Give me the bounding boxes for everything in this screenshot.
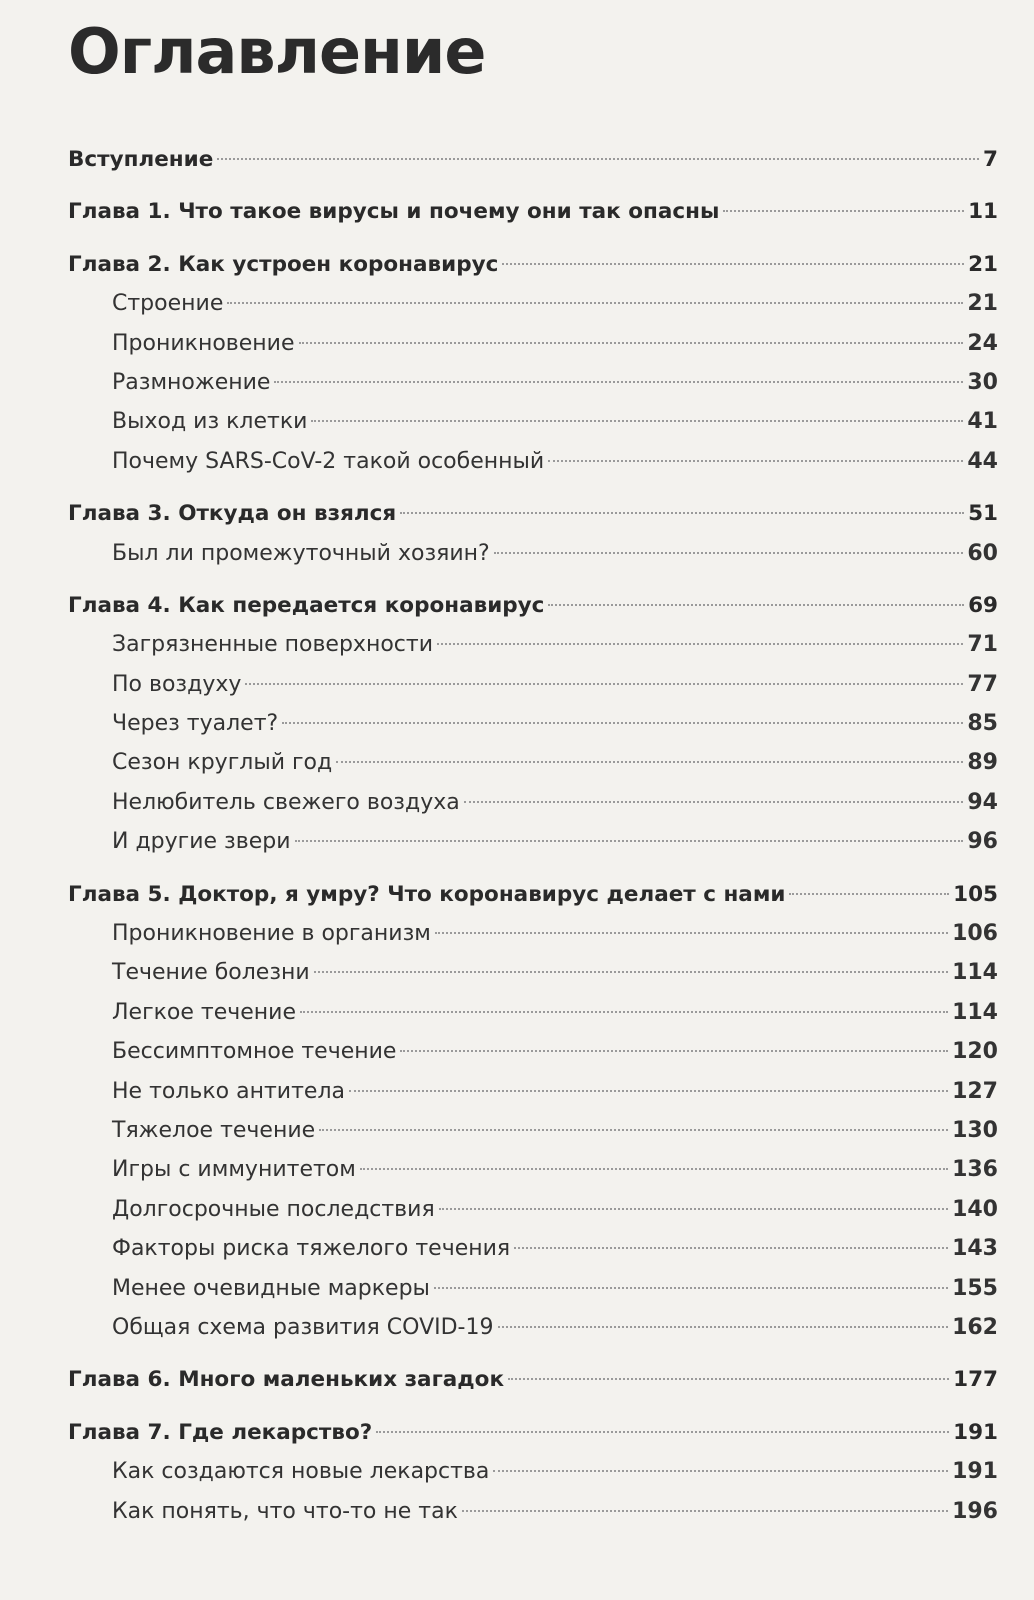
entry-name: Выход из клетки bbox=[112, 409, 308, 435]
page-number: 69 bbox=[968, 592, 998, 618]
entry-name: Загрязненные поверхности bbox=[112, 632, 434, 658]
toc-entry-title bbox=[68, 140, 213, 179]
page-number: 44 bbox=[967, 448, 998, 474]
toc-entry-title bbox=[68, 245, 498, 284]
entry-name: Размножение bbox=[112, 369, 271, 395]
entry-name: Доктор, я умру? Что коронавирус делает с нами bbox=[178, 881, 786, 907]
toc-entry-title bbox=[112, 1229, 510, 1268]
dot-leader bbox=[434, 1287, 948, 1289]
dot-leader bbox=[548, 604, 964, 606]
toc-entry-title bbox=[112, 284, 223, 323]
toc-chapter-entry[interactable] bbox=[68, 875, 998, 914]
toc-chapter-entry[interactable] bbox=[68, 1413, 998, 1452]
dot-leader bbox=[439, 1208, 948, 1210]
dot-leader bbox=[514, 1247, 948, 1249]
dot-leader bbox=[311, 420, 963, 422]
toc-section-entry[interactable] bbox=[68, 1452, 998, 1491]
entry-name: Строение bbox=[112, 291, 224, 317]
entry-name: Долгосрочные последствия bbox=[112, 1196, 435, 1222]
page-number: 114 bbox=[952, 960, 998, 986]
toc-section-entry[interactable] bbox=[68, 324, 998, 363]
toc-section-entry[interactable] bbox=[68, 993, 998, 1032]
toc-list bbox=[68, 140, 998, 1531]
page-number: 7 bbox=[983, 147, 998, 172]
dot-leader bbox=[282, 722, 963, 724]
toc-entry-title bbox=[68, 1413, 372, 1452]
dot-leader bbox=[498, 1326, 949, 1328]
entry-name: Общая схема развития COVID-19 bbox=[112, 1314, 494, 1340]
entry-name: Проникновение bbox=[112, 330, 295, 356]
page-number: 162 bbox=[952, 1314, 998, 1340]
toc-entry-title bbox=[112, 1150, 356, 1189]
page-number: 106 bbox=[952, 921, 998, 947]
page-number: 11 bbox=[968, 199, 998, 225]
toc-entry-title bbox=[112, 1269, 430, 1308]
toc-entry-title bbox=[68, 1360, 504, 1399]
toc-section-entry[interactable] bbox=[68, 953, 998, 992]
entry-name: Почему SARS-CoV-2 такой особенный bbox=[112, 448, 545, 474]
toc-entry-title bbox=[112, 402, 307, 441]
entry-name: Сезон круглый год bbox=[112, 750, 333, 776]
page-number: 41 bbox=[967, 409, 998, 435]
entry-name: По воздуху bbox=[112, 671, 242, 697]
page-number: 30 bbox=[967, 369, 998, 395]
entry-name: И другие звери bbox=[112, 829, 291, 855]
toc-entry-title bbox=[112, 1452, 489, 1491]
toc-entry-title bbox=[112, 743, 332, 782]
toc-entry-title bbox=[112, 363, 270, 402]
entry-name: Был ли промежуточный хозяин? bbox=[112, 540, 490, 566]
toc-section-entry[interactable] bbox=[68, 1308, 998, 1347]
toc-chapter-entry[interactable] bbox=[68, 494, 998, 533]
toc-entry-title bbox=[112, 1032, 396, 1071]
dot-leader bbox=[300, 1011, 948, 1013]
page-number: 71 bbox=[967, 632, 998, 658]
page-number: 136 bbox=[952, 1157, 998, 1183]
toc-section-entry[interactable] bbox=[68, 704, 998, 743]
page-number: 191 bbox=[952, 1459, 998, 1485]
toc-section-entry[interactable] bbox=[68, 1229, 998, 1268]
dot-leader bbox=[349, 1090, 948, 1092]
toc-entry-title bbox=[112, 442, 544, 481]
toc-chapter-entry[interactable] bbox=[68, 245, 998, 284]
chapter-number: Глава 6. bbox=[68, 1367, 171, 1393]
toc-entry-title bbox=[112, 1072, 345, 1111]
dot-leader bbox=[508, 1378, 949, 1380]
page-number: 94 bbox=[967, 789, 998, 815]
entry-name: Откуда он взялся bbox=[178, 501, 397, 527]
toc-section-entry[interactable] bbox=[68, 402, 998, 441]
chapter-number: Глава 2. bbox=[68, 251, 171, 277]
entry-name: Через туалет? bbox=[112, 711, 279, 737]
chapter-number: Глава 7. bbox=[68, 1419, 171, 1445]
dot-leader bbox=[295, 840, 964, 842]
toc-entry-title bbox=[112, 625, 433, 664]
page-number: 155 bbox=[952, 1275, 998, 1301]
toc-entry-title bbox=[68, 586, 544, 625]
toc-entry-title bbox=[112, 783, 460, 822]
dot-leader bbox=[314, 971, 948, 973]
toc-entry-title bbox=[112, 665, 241, 704]
toc-section-entry[interactable] bbox=[68, 1150, 998, 1189]
entry-name: Проникновение в организм bbox=[112, 921, 431, 947]
dot-leader bbox=[336, 761, 963, 763]
entry-name: Как понять, что что-то не так bbox=[112, 1498, 458, 1524]
chapter-number: Глава 3. bbox=[68, 501, 171, 527]
dot-leader bbox=[360, 1168, 948, 1170]
page-number: 130 bbox=[952, 1117, 998, 1143]
toc-entry-title bbox=[112, 953, 310, 992]
entry-name: Как создаются новые лекарства bbox=[112, 1459, 490, 1485]
toc-section-entry[interactable] bbox=[68, 625, 998, 664]
toc-chapter-entry[interactable] bbox=[68, 140, 998, 179]
dot-leader bbox=[437, 643, 963, 645]
dot-leader bbox=[464, 801, 964, 803]
toc-section-entry[interactable] bbox=[68, 783, 998, 822]
toc-section-entry[interactable] bbox=[68, 1190, 998, 1229]
page-number: 140 bbox=[952, 1196, 998, 1222]
page-number: 51 bbox=[968, 501, 998, 527]
toc-section-entry[interactable] bbox=[68, 1111, 998, 1150]
toc-section-entry[interactable] bbox=[68, 442, 998, 481]
page-number: 21 bbox=[967, 291, 998, 317]
dot-leader bbox=[319, 1129, 948, 1131]
dot-leader bbox=[245, 683, 963, 685]
dot-leader bbox=[217, 158, 979, 160]
entry-name: Факторы риска тяжелого течения bbox=[112, 1236, 511, 1262]
toc-section-entry[interactable] bbox=[68, 1269, 998, 1308]
entry-name: Как передается коронавирус bbox=[178, 592, 545, 618]
entry-name: Много маленьких загадок bbox=[178, 1367, 505, 1393]
toc-section-entry[interactable] bbox=[68, 914, 998, 953]
page-number: 21 bbox=[968, 251, 998, 277]
toc-entry-title bbox=[68, 192, 719, 231]
entry-name: Как устроен коронавирус bbox=[178, 251, 499, 277]
dot-leader bbox=[462, 1510, 948, 1512]
dot-leader bbox=[274, 381, 963, 383]
toc-entry-title bbox=[112, 1308, 494, 1347]
toc-entry-title bbox=[68, 494, 396, 533]
page-number: 24 bbox=[967, 330, 998, 356]
entry-name: Менее очевидные маркеры bbox=[112, 1275, 430, 1301]
chapter-number: Глава 5. bbox=[68, 881, 171, 907]
entry-name: Тяжелое течение bbox=[112, 1117, 316, 1143]
entry-name: Где лекарство? bbox=[178, 1419, 373, 1445]
dot-leader bbox=[723, 210, 964, 212]
dot-leader bbox=[376, 1431, 949, 1433]
page-number: 120 bbox=[952, 1039, 998, 1065]
page-number: 89 bbox=[967, 750, 998, 776]
toc-section-entry[interactable] bbox=[68, 284, 998, 323]
page-number: 77 bbox=[967, 671, 998, 697]
toc-entry-title bbox=[112, 704, 278, 743]
toc-chapter-entry[interactable] bbox=[68, 1360, 998, 1399]
dot-leader bbox=[502, 263, 964, 265]
dot-leader bbox=[400, 512, 964, 514]
page-number: 85 bbox=[967, 711, 998, 737]
dot-leader bbox=[435, 932, 948, 934]
entry-name: Бессимптомное течение bbox=[112, 1039, 397, 1065]
page-number: 196 bbox=[952, 1498, 998, 1524]
chapter-number: Глава 1. bbox=[68, 199, 171, 225]
toc-chapter-entry[interactable] bbox=[68, 192, 998, 231]
toc-entry-title bbox=[68, 875, 785, 914]
page-number: 60 bbox=[967, 540, 998, 566]
dot-leader bbox=[789, 893, 949, 895]
toc-section-entry[interactable] bbox=[68, 665, 998, 704]
toc-section-entry[interactable] bbox=[68, 1072, 998, 1111]
toc-entry-title bbox=[112, 822, 291, 861]
toc-entry-title bbox=[112, 324, 295, 363]
toc-section-entry[interactable] bbox=[68, 1492, 998, 1531]
entry-name: Легкое течение bbox=[112, 999, 297, 1025]
toc-entry-title bbox=[112, 1111, 315, 1150]
entry-name: Вступление bbox=[68, 147, 214, 172]
toc-section-entry[interactable] bbox=[68, 1032, 998, 1071]
dot-leader bbox=[400, 1050, 948, 1052]
page-number: 114 bbox=[952, 999, 998, 1025]
toc-entry-title bbox=[112, 1190, 435, 1229]
toc-section-entry[interactable] bbox=[68, 822, 998, 861]
entry-name: Не только антитела bbox=[112, 1078, 345, 1104]
toc-entry-title bbox=[112, 1492, 458, 1531]
entry-name: Игры с иммунитетом bbox=[112, 1157, 356, 1183]
page-number: 127 bbox=[952, 1078, 998, 1104]
toc-entry-title bbox=[112, 914, 431, 953]
page-number: 96 bbox=[967, 829, 998, 855]
page-number: 105 bbox=[953, 881, 998, 907]
dot-leader bbox=[494, 552, 964, 554]
toc-page bbox=[68, 0, 998, 1600]
toc-chapter-entry[interactable] bbox=[68, 586, 998, 625]
entry-name: Что такое вирусы и почему они так опасны bbox=[178, 199, 720, 225]
toc-section-entry[interactable] bbox=[68, 743, 998, 782]
page-title: Оглавление bbox=[68, 15, 486, 88]
entry-name: Течение болезни bbox=[112, 960, 310, 986]
toc-entry-title bbox=[112, 993, 296, 1032]
page-number: 177 bbox=[953, 1367, 998, 1393]
dot-leader bbox=[227, 302, 963, 304]
entry-name: Нелюбитель свежего воздуха bbox=[112, 789, 460, 815]
dot-leader bbox=[299, 342, 964, 344]
toc-entry-title bbox=[112, 534, 490, 573]
page-number: 191 bbox=[953, 1419, 998, 1445]
dot-leader bbox=[548, 460, 963, 462]
toc-section-entry[interactable] bbox=[68, 534, 998, 573]
toc-section-entry[interactable] bbox=[68, 363, 998, 402]
page-number: 143 bbox=[952, 1236, 998, 1262]
chapter-number: Глава 4. bbox=[68, 592, 171, 618]
dot-leader bbox=[493, 1470, 948, 1472]
